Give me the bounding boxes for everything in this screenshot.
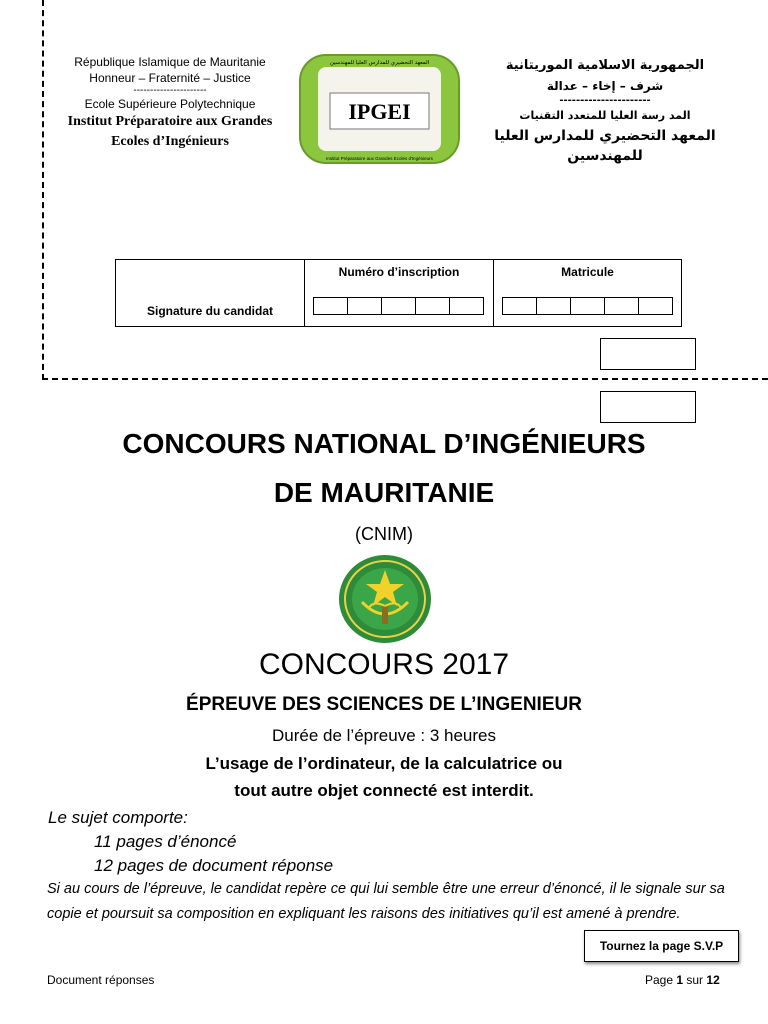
- signature-label: Signature du candidat: [146, 304, 273, 318]
- ipgei-logo: [298, 53, 461, 165]
- signature-cell[interactable]: [116, 260, 305, 326]
- logo-top-text: المعهد التحضيري للمدارس العليا للمهندسين: [329, 60, 430, 66]
- header-left-institute-2: Ecoles d’Ingénieurs: [111, 134, 229, 149]
- numero-cell: [305, 260, 494, 326]
- page-title-line1: CONCOURS NATIONAL D’INGÉNIEURS: [122, 428, 646, 459]
- sujet-item-reponse: 12 pages de document réponse: [94, 856, 334, 875]
- header-left-separator: ----------------------: [133, 85, 207, 96]
- header-right-separator: ----------------------: [559, 95, 651, 106]
- numero-digit-box[interactable]: [314, 298, 348, 314]
- exam-subject: ÉPREUVE DES SCIENCES DE L’INGENIEUR: [186, 694, 582, 715]
- mauritania-seal: [338, 554, 432, 644]
- page-title-abbr: (CNIM): [355, 524, 413, 544]
- page-mid: sur: [683, 973, 707, 987]
- logo-bottom-text: Institut Préparatoire aux Grandes Ecoles d'Ingénieurs: [326, 156, 433, 161]
- numero-label: Numéro d’inscription: [338, 265, 460, 279]
- header-right: [470, 56, 740, 166]
- header-right-institute-2: للمهندسين: [567, 148, 643, 164]
- footer-document-label: Document réponses: [47, 973, 155, 987]
- matricule-cell: [494, 260, 681, 326]
- exam-year-title: CONCOURS 2017: [258, 648, 510, 681]
- matricule-boxes[interactable]: [502, 297, 673, 315]
- code-box-top[interactable]: [600, 338, 696, 370]
- error-note: Si au cours de l’épreuve, le candidat repère ce qui lui semble être une erreur d’énoncé, il le signale sur sa copie et poursuit sa composition en expliquant les raisons des initiatives qu’il est amené à prendre.: [47, 881, 725, 922]
- header-right-school: المد رسة العليا للمتعدد التقنيات: [519, 109, 691, 122]
- sujet-info: [48, 806, 333, 878]
- matricule-digit-box[interactable]: [639, 298, 672, 314]
- page-total: 12: [706, 973, 720, 987]
- exam-usage-line2: tout autre objet connecté est interdit.: [234, 781, 534, 800]
- cut-line-horizontal: [42, 378, 768, 380]
- exam-usage-line1: L’usage de l’ordinateur, de la calculatrice ou: [205, 754, 563, 773]
- matricule-label: Matricule: [561, 265, 614, 279]
- logo-text: IPGEI: [348, 99, 411, 124]
- page-current: 1: [676, 973, 684, 987]
- sujet-item-enonce: 11 pages d’énoncé: [94, 832, 237, 851]
- header-right-country: الجمهورية الاسلامية الموريتانية: [505, 58, 705, 73]
- page-number: [645, 973, 720, 987]
- page-title-line2: DE MAURITANIE: [273, 477, 495, 508]
- exam-usage-rule: [0, 750, 768, 804]
- registration-table: [115, 259, 682, 327]
- header-left: [50, 54, 290, 152]
- code-box-bottom[interactable]: [600, 391, 696, 423]
- matricule-digit-box[interactable]: [605, 298, 639, 314]
- exam-duration: Durée de l’épreuve : 3 heures: [272, 726, 496, 745]
- turn-page-box: Tournez la page S.V.P: [584, 930, 739, 962]
- header-right-institute: المعهد التحضيري للمدارس العليا: [494, 128, 716, 144]
- numero-digit-box[interactable]: [416, 298, 450, 314]
- cut-line-vertical: [42, 0, 44, 380]
- header-left-country: République Islamique de Mauritanie: [74, 55, 266, 69]
- numero-digit-box[interactable]: [450, 298, 483, 314]
- page-prefix: Page: [645, 973, 677, 987]
- header-left-institute: Institut Préparatoire aux Grandes: [67, 114, 273, 129]
- numero-digit-box[interactable]: [348, 298, 382, 314]
- header-left-motto: Honneur – Fraternité – Justice: [89, 71, 251, 85]
- header-right-motto: شرف – إخاء – عدالة: [546, 79, 664, 93]
- matricule-digit-box[interactable]: [537, 298, 571, 314]
- matricule-digit-box[interactable]: [503, 298, 537, 314]
- numero-boxes[interactable]: [313, 297, 484, 315]
- header-left-school: Ecole Supérieure Polytechnique: [84, 97, 256, 111]
- numero-digit-box[interactable]: [382, 298, 416, 314]
- sujet-intro: Le sujet comporte:: [48, 808, 188, 827]
- matricule-digit-box[interactable]: [571, 298, 605, 314]
